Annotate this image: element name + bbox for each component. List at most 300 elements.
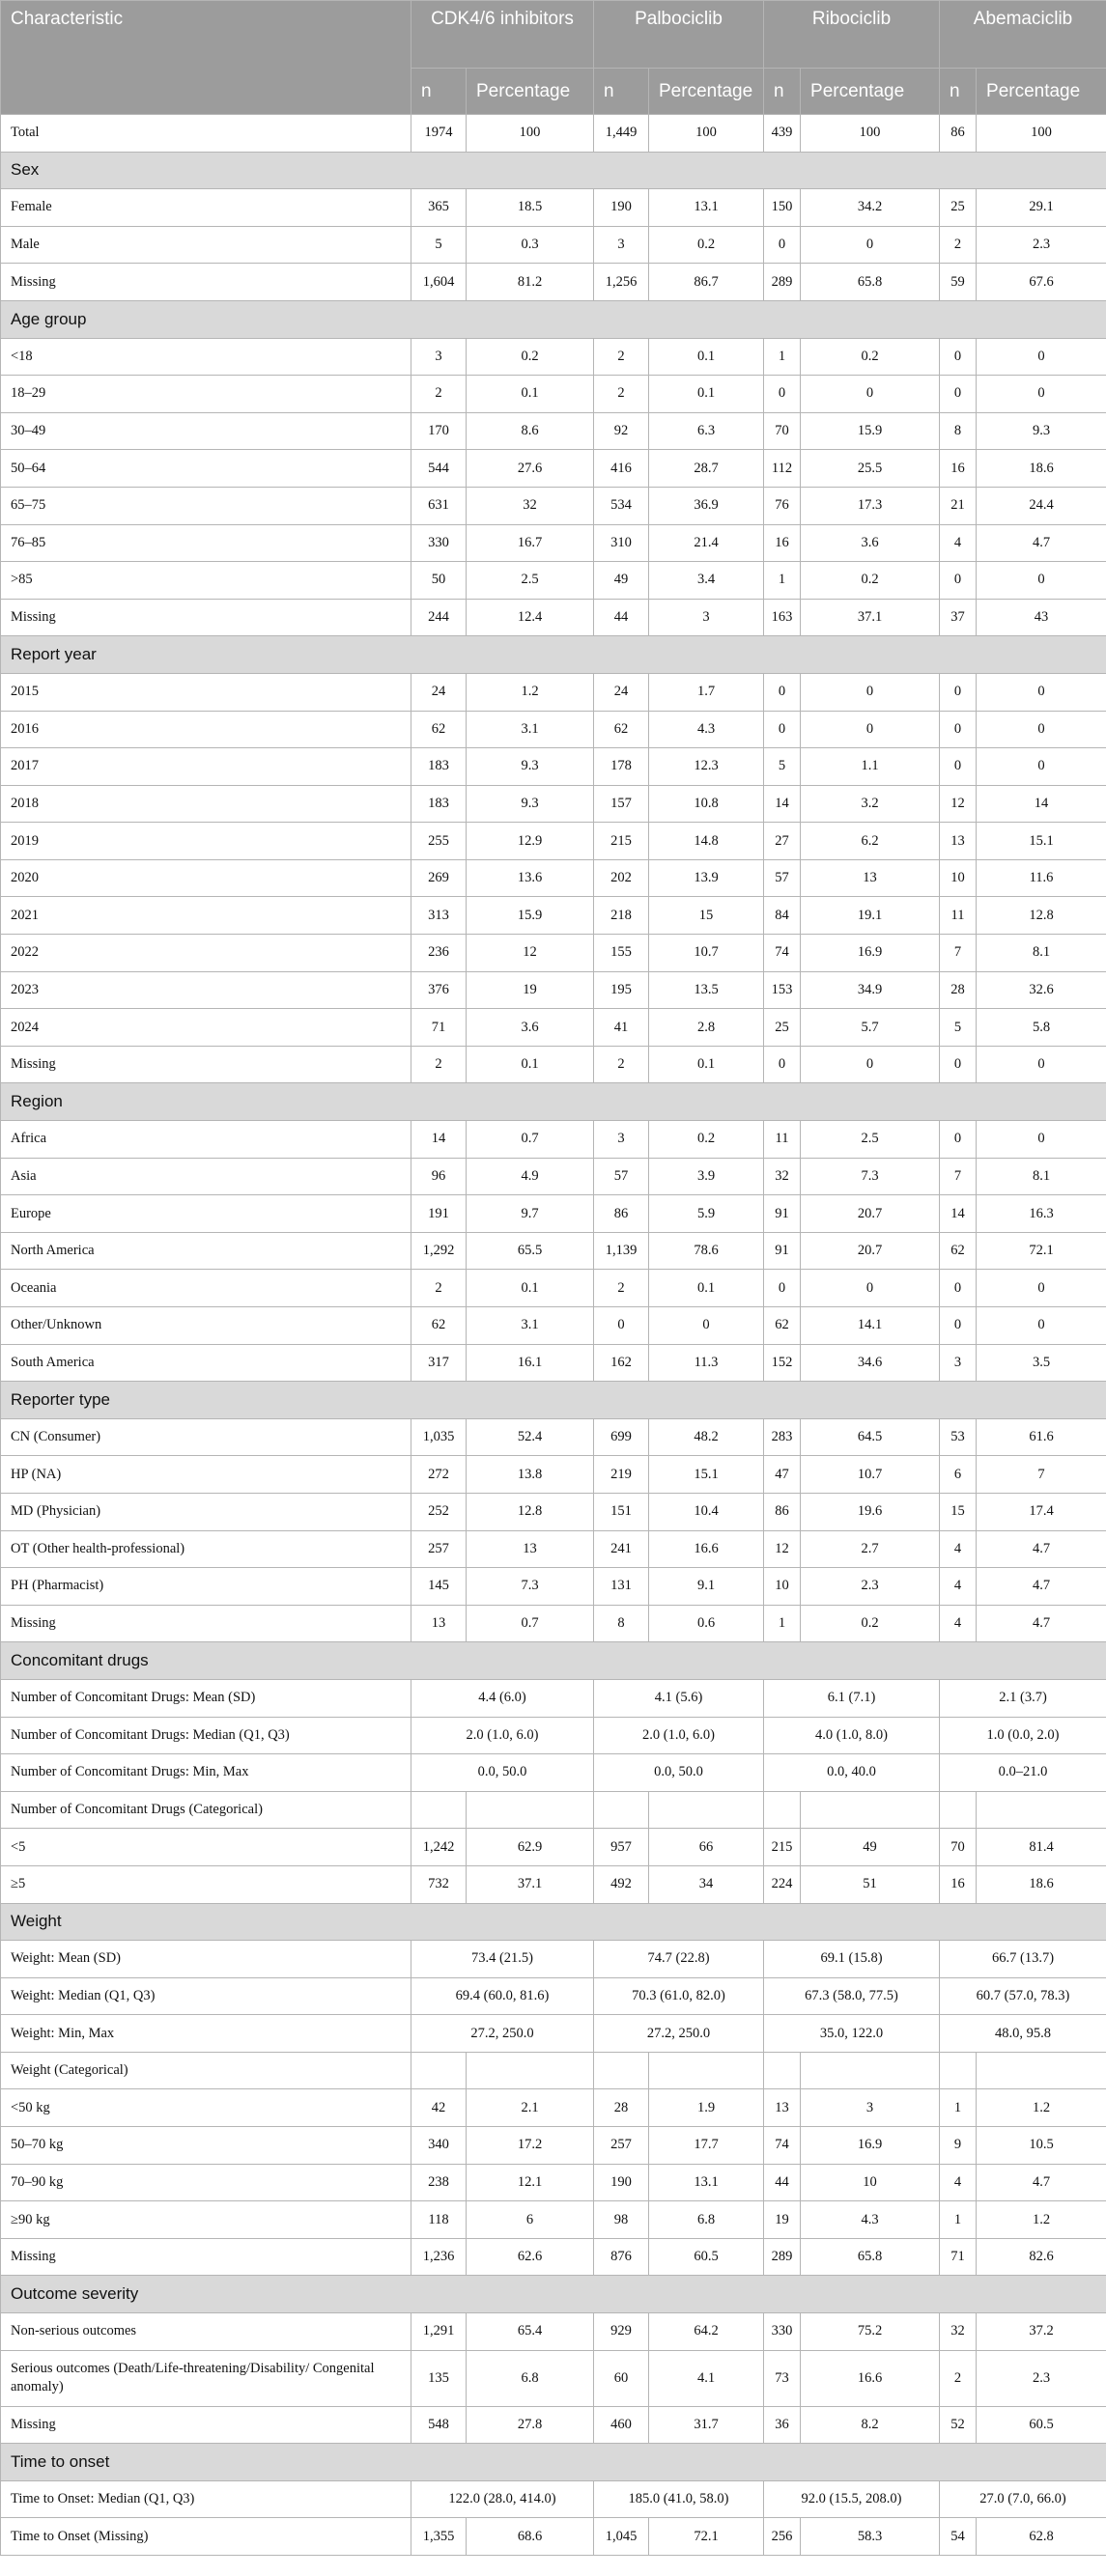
summary-cell: 4.1 (5.6) bbox=[594, 1679, 764, 1717]
percentage-cell: 60.5 bbox=[649, 2238, 764, 2276]
row-label: 2018 bbox=[1, 785, 411, 823]
count-cell: 0 bbox=[764, 673, 801, 711]
count-cell: 0 bbox=[940, 1121, 977, 1159]
row-label: Missing bbox=[1, 2406, 411, 2444]
row-label: ≥90 kg bbox=[1, 2201, 411, 2239]
percentage-cell: 0 bbox=[801, 1270, 940, 1307]
count-cell: 24 bbox=[594, 673, 649, 711]
count-cell: 929 bbox=[594, 2313, 649, 2351]
percentage-cell: 13.1 bbox=[649, 2164, 764, 2201]
percentage-cell: 8.2 bbox=[801, 2406, 940, 2444]
percentage-cell: 100 bbox=[801, 115, 940, 153]
table-row bbox=[1, 2406, 1106, 2444]
percentage-cell: 78.6 bbox=[649, 1232, 764, 1270]
percentage-cell: 0.1 bbox=[649, 376, 764, 413]
count-cell: 241 bbox=[594, 1530, 649, 1568]
summary-cell: 2.1 (3.7) bbox=[940, 1679, 1106, 1717]
table-row bbox=[1, 412, 1106, 450]
count-cell: 1 bbox=[940, 2201, 977, 2239]
count-cell: 699 bbox=[594, 1418, 649, 1456]
count-cell: 163 bbox=[764, 599, 801, 636]
count-cell: 16 bbox=[764, 524, 801, 562]
table-row bbox=[1, 1344, 1106, 1382]
row-label: 2021 bbox=[1, 897, 411, 935]
percentage-cell: 7.3 bbox=[801, 1158, 940, 1195]
row-label: 70–90 kg bbox=[1, 2164, 411, 2201]
count-cell: 96 bbox=[411, 1158, 467, 1195]
row-label: 50–70 kg bbox=[1, 2127, 411, 2165]
section-header-row bbox=[1, 1642, 1106, 1680]
percentage-cell: 0 bbox=[977, 1270, 1106, 1307]
percentage-cell bbox=[467, 1791, 594, 1829]
count-cell: 8 bbox=[594, 1605, 649, 1642]
count-cell: 236 bbox=[411, 935, 467, 972]
count-cell: 252 bbox=[411, 1493, 467, 1530]
count-cell: 74 bbox=[764, 2127, 801, 2165]
count-cell: 1,355 bbox=[411, 2518, 467, 2556]
table-row bbox=[1, 2480, 1106, 2518]
table-row bbox=[1, 2015, 1106, 2053]
count-cell: 330 bbox=[411, 524, 467, 562]
count-cell: 2 bbox=[594, 376, 649, 413]
count-cell: 416 bbox=[594, 450, 649, 488]
table-row bbox=[1, 1605, 1106, 1642]
percentage-cell: 31.7 bbox=[649, 2406, 764, 2444]
count-cell: 0 bbox=[940, 1307, 977, 1345]
count-cell: 0 bbox=[764, 376, 801, 413]
percentage-cell: 3.5 bbox=[977, 1344, 1106, 1382]
count-cell: 6 bbox=[940, 1456, 977, 1494]
row-label: 2024 bbox=[1, 1009, 411, 1047]
count-cell: 1 bbox=[764, 338, 801, 376]
percentage-cell: 8.1 bbox=[977, 935, 1106, 972]
count-cell bbox=[594, 2052, 649, 2089]
count-cell: 2 bbox=[594, 338, 649, 376]
count-cell: 548 bbox=[411, 2406, 467, 2444]
summary-cell: 2.0 (1.0, 6.0) bbox=[594, 1717, 764, 1754]
row-label: Female bbox=[1, 189, 411, 227]
percentage-cell: 2.8 bbox=[649, 1009, 764, 1047]
percentage-cell bbox=[467, 2052, 594, 2089]
section-title: Time to onset bbox=[1, 2444, 1106, 2481]
percentage-cell: 0.1 bbox=[467, 1270, 594, 1307]
percentage-cell: 1.2 bbox=[467, 673, 594, 711]
percentage-cell: 2.3 bbox=[977, 226, 1106, 264]
count-cell: 3 bbox=[411, 338, 467, 376]
percentage-cell: 32.6 bbox=[977, 971, 1106, 1009]
section-title: Concomitant drugs bbox=[1, 1642, 1106, 1680]
count-cell: 10 bbox=[764, 1568, 801, 1606]
percentage-cell: 0 bbox=[801, 673, 940, 711]
percentage-cell: 4.3 bbox=[649, 711, 764, 748]
count-cell: 0 bbox=[764, 1046, 801, 1083]
row-label: 2023 bbox=[1, 971, 411, 1009]
percentage-cell: 9.3 bbox=[467, 785, 594, 823]
count-cell: 28 bbox=[940, 971, 977, 1009]
count-cell: 71 bbox=[411, 1009, 467, 1047]
percentage-cell: 8.1 bbox=[977, 1158, 1106, 1195]
percentage-cell: 4.7 bbox=[977, 1530, 1106, 1568]
row-label: Total bbox=[1, 115, 411, 153]
percentage-cell: 3.1 bbox=[467, 711, 594, 748]
count-cell: 36 bbox=[764, 2406, 801, 2444]
percentage-cell: 15.9 bbox=[801, 412, 940, 450]
percentage-cell: 2.5 bbox=[801, 1121, 940, 1159]
percentage-cell: 16.1 bbox=[467, 1344, 594, 1382]
count-cell: 16 bbox=[940, 1865, 977, 1903]
count-cell: 1,291 bbox=[411, 2313, 467, 2351]
count-cell: 5 bbox=[764, 748, 801, 786]
percentage-cell: 11.3 bbox=[649, 1344, 764, 1382]
table-row bbox=[1, 2313, 1106, 2351]
row-label: 65–75 bbox=[1, 487, 411, 524]
percentage-cell: 10.7 bbox=[649, 935, 764, 972]
count-cell: 19 bbox=[764, 2201, 801, 2239]
count-cell: 3 bbox=[940, 1344, 977, 1382]
summary-cell: 27.2, 250.0 bbox=[594, 2015, 764, 2053]
section-header-row bbox=[1, 636, 1106, 674]
row-label: 2017 bbox=[1, 748, 411, 786]
percentage-cell: 43 bbox=[977, 599, 1106, 636]
count-cell: 151 bbox=[594, 1493, 649, 1530]
percentage-cell: 2.3 bbox=[977, 2350, 1106, 2406]
count-cell: 257 bbox=[411, 1530, 467, 1568]
table-row bbox=[1, 1493, 1106, 1530]
header-percentage: Percentage bbox=[801, 69, 940, 115]
count-cell: 47 bbox=[764, 1456, 801, 1494]
percentage-cell: 58.3 bbox=[801, 2518, 940, 2556]
count-cell: 218 bbox=[594, 897, 649, 935]
count-cell: 1,139 bbox=[594, 1232, 649, 1270]
percentage-cell: 1.2 bbox=[977, 2201, 1106, 2239]
count-cell: 32 bbox=[764, 1158, 801, 1195]
row-label: CN (Consumer) bbox=[1, 1418, 411, 1456]
percentage-cell: 0 bbox=[801, 376, 940, 413]
table-row bbox=[1, 562, 1106, 600]
count-cell: 7 bbox=[940, 935, 977, 972]
percentage-cell: 37.2 bbox=[977, 2313, 1106, 2351]
count-cell: 74 bbox=[764, 935, 801, 972]
percentage-cell: 34.2 bbox=[801, 189, 940, 227]
row-label: OT (Other health-professional) bbox=[1, 1530, 411, 1568]
count-cell: 365 bbox=[411, 189, 467, 227]
count-cell: 3 bbox=[594, 1121, 649, 1159]
table-row bbox=[1, 599, 1106, 636]
percentage-cell: 4.1 bbox=[649, 2350, 764, 2406]
percentage-cell: 37.1 bbox=[801, 599, 940, 636]
count-cell: 44 bbox=[764, 2164, 801, 2201]
row-label: ≥5 bbox=[1, 1865, 411, 1903]
count-cell: 255 bbox=[411, 823, 467, 860]
row-label: Missing bbox=[1, 1046, 411, 1083]
percentage-cell: 3.6 bbox=[801, 524, 940, 562]
percentage-cell: 6.8 bbox=[649, 2201, 764, 2239]
count-cell: 0 bbox=[940, 711, 977, 748]
table-row bbox=[1, 1941, 1106, 1978]
count-cell: 257 bbox=[594, 2127, 649, 2165]
count-cell: 86 bbox=[594, 1195, 649, 1233]
percentage-cell: 65.8 bbox=[801, 264, 940, 301]
table-row bbox=[1, 971, 1106, 1009]
table-row bbox=[1, 1307, 1106, 1345]
count-cell: 272 bbox=[411, 1456, 467, 1494]
percentage-cell: 18.6 bbox=[977, 1865, 1106, 1903]
percentage-cell: 0.7 bbox=[467, 1121, 594, 1159]
section-title: Report year bbox=[1, 636, 1106, 674]
row-label: Number of Concomitant Drugs: Median (Q1, Q3) bbox=[1, 1717, 411, 1754]
section-title: Outcome severity bbox=[1, 2276, 1106, 2313]
percentage-cell: 3.4 bbox=[649, 562, 764, 600]
percentage-cell: 12.9 bbox=[467, 823, 594, 860]
percentage-cell: 0.1 bbox=[467, 376, 594, 413]
count-cell: 145 bbox=[411, 1568, 467, 1606]
percentage-cell: 8.6 bbox=[467, 412, 594, 450]
percentage-cell: 4.7 bbox=[977, 524, 1106, 562]
percentage-cell: 0.7 bbox=[467, 1605, 594, 1642]
table-row bbox=[1, 450, 1106, 488]
percentage-cell: 0 bbox=[977, 748, 1106, 786]
count-cell: 98 bbox=[594, 2201, 649, 2239]
percentage-cell: 66 bbox=[649, 1829, 764, 1866]
row-label: >85 bbox=[1, 562, 411, 600]
row-label: Weight: Min, Max bbox=[1, 2015, 411, 2053]
percentage-cell: 10 bbox=[801, 2164, 940, 2201]
count-cell: 150 bbox=[764, 189, 801, 227]
percentage-cell: 72.1 bbox=[649, 2518, 764, 2556]
count-cell: 631 bbox=[411, 487, 467, 524]
count-cell: 876 bbox=[594, 2238, 649, 2276]
summary-cell: 92.0 (15.5, 208.0) bbox=[764, 2480, 940, 2518]
count-cell: 178 bbox=[594, 748, 649, 786]
percentage-cell: 15.9 bbox=[467, 897, 594, 935]
header-group-palbociclib: Palbociclib bbox=[594, 1, 764, 69]
row-label: South America bbox=[1, 1344, 411, 1382]
count-cell: 4 bbox=[940, 1605, 977, 1642]
table-row bbox=[1, 1046, 1106, 1083]
percentage-cell: 49 bbox=[801, 1829, 940, 1866]
count-cell: 0 bbox=[764, 1270, 801, 1307]
percentage-cell: 9.1 bbox=[649, 1568, 764, 1606]
header-n: n bbox=[764, 69, 801, 115]
row-label: Number of Concomitant Drugs: Mean (SD) bbox=[1, 1679, 411, 1717]
count-cell: 4 bbox=[940, 524, 977, 562]
percentage-cell: 0.6 bbox=[649, 1605, 764, 1642]
count-cell: 60 bbox=[594, 2350, 649, 2406]
count-cell: 50 bbox=[411, 562, 467, 600]
row-label: Weight: Mean (SD) bbox=[1, 1941, 411, 1978]
percentage-cell: 4.9 bbox=[467, 1158, 594, 1195]
percentage-cell: 9.3 bbox=[467, 748, 594, 786]
summary-cell: 0.0, 50.0 bbox=[594, 1754, 764, 1792]
count-cell: 53 bbox=[940, 1418, 977, 1456]
percentage-cell: 11.6 bbox=[977, 859, 1106, 897]
count-cell: 283 bbox=[764, 1418, 801, 1456]
percentage-cell: 2.1 bbox=[467, 2089, 594, 2127]
percentage-cell: 52.4 bbox=[467, 1418, 594, 1456]
row-label: Non-serious outcomes bbox=[1, 2313, 411, 2351]
percentage-cell: 0 bbox=[977, 338, 1106, 376]
row-label: 2015 bbox=[1, 673, 411, 711]
table-row bbox=[1, 673, 1106, 711]
count-cell: 32 bbox=[940, 2313, 977, 2351]
percentage-cell: 13.8 bbox=[467, 1456, 594, 1494]
percentage-cell: 0 bbox=[977, 376, 1106, 413]
percentage-cell: 62.9 bbox=[467, 1829, 594, 1866]
percentage-cell: 10.7 bbox=[801, 1456, 940, 1494]
count-cell: 70 bbox=[940, 1829, 977, 1866]
percentage-cell: 0 bbox=[977, 673, 1106, 711]
percentage-cell: 12.1 bbox=[467, 2164, 594, 2201]
count-cell: 157 bbox=[594, 785, 649, 823]
header-percentage: Percentage bbox=[649, 69, 764, 115]
section-header-row bbox=[1, 300, 1106, 338]
percentage-cell: 6 bbox=[467, 2201, 594, 2239]
count-cell: 269 bbox=[411, 859, 467, 897]
table-row bbox=[1, 2127, 1106, 2165]
count-cell: 5 bbox=[411, 226, 467, 264]
count-cell: 118 bbox=[411, 2201, 467, 2239]
percentage-cell: 3 bbox=[649, 599, 764, 636]
row-label: Oceania bbox=[1, 1270, 411, 1307]
percentage-cell: 29.1 bbox=[977, 189, 1106, 227]
row-label: Africa bbox=[1, 1121, 411, 1159]
count-cell: 14 bbox=[940, 1195, 977, 1233]
count-cell: 62 bbox=[764, 1307, 801, 1345]
count-cell: 0 bbox=[940, 1270, 977, 1307]
count-cell: 732 bbox=[411, 1865, 467, 1903]
percentage-cell: 0 bbox=[977, 562, 1106, 600]
percentage-cell: 4.7 bbox=[977, 1568, 1106, 1606]
row-label: Missing bbox=[1, 599, 411, 636]
summary-cell: 0.0, 40.0 bbox=[764, 1754, 940, 1792]
table-row bbox=[1, 2518, 1106, 2556]
table-row bbox=[1, 1717, 1106, 1754]
section-header-row bbox=[1, 2276, 1106, 2313]
count-cell: 152 bbox=[764, 1344, 801, 1382]
header-n: n bbox=[594, 69, 649, 115]
table-row bbox=[1, 487, 1106, 524]
percentage-cell: 14.8 bbox=[649, 823, 764, 860]
row-label: Number of Concomitant Drugs: Min, Max bbox=[1, 1754, 411, 1792]
count-cell: 0 bbox=[940, 562, 977, 600]
row-label: Missing bbox=[1, 1605, 411, 1642]
header-n: n bbox=[940, 69, 977, 115]
count-cell: 21 bbox=[940, 487, 977, 524]
percentage-cell: 7 bbox=[977, 1456, 1106, 1494]
percentage-cell: 17.3 bbox=[801, 487, 940, 524]
count-cell: 2 bbox=[940, 2350, 977, 2406]
count-cell: 340 bbox=[411, 2127, 467, 2165]
percentage-cell: 0.1 bbox=[649, 338, 764, 376]
table-row bbox=[1, 859, 1106, 897]
count-cell: 1 bbox=[764, 562, 801, 600]
row-label: Time to Onset: Median (Q1, Q3) bbox=[1, 2480, 411, 2518]
percentage-cell: 19.1 bbox=[801, 897, 940, 935]
percentage-cell: 0.2 bbox=[467, 338, 594, 376]
percentage-cell: 81.2 bbox=[467, 264, 594, 301]
section-header-row bbox=[1, 2444, 1106, 2481]
count-cell bbox=[764, 1791, 801, 1829]
count-cell: 1,045 bbox=[594, 2518, 649, 2556]
count-cell: 224 bbox=[764, 1865, 801, 1903]
percentage-cell: 3 bbox=[801, 2089, 940, 2127]
percentage-cell: 16.6 bbox=[801, 2350, 940, 2406]
count-cell: 14 bbox=[411, 1121, 467, 1159]
table-row bbox=[1, 2350, 1106, 2406]
percentage-cell: 0 bbox=[977, 1307, 1106, 1345]
percentage-cell: 20.7 bbox=[801, 1232, 940, 1270]
row-label: PH (Pharmacist) bbox=[1, 1568, 411, 1606]
percentage-cell: 81.4 bbox=[977, 1829, 1106, 1866]
row-label: HP (NA) bbox=[1, 1456, 411, 1494]
percentage-cell: 61.6 bbox=[977, 1418, 1106, 1456]
percentage-cell: 0 bbox=[801, 711, 940, 748]
row-label: 2019 bbox=[1, 823, 411, 860]
count-cell: 91 bbox=[764, 1232, 801, 1270]
percentage-cell: 37.1 bbox=[467, 1865, 594, 1903]
table-row bbox=[1, 1009, 1106, 1047]
count-cell: 86 bbox=[764, 1493, 801, 1530]
percentage-cell: 32 bbox=[467, 487, 594, 524]
percentage-cell: 13 bbox=[467, 1530, 594, 1568]
percentage-cell: 1.9 bbox=[649, 2089, 764, 2127]
count-cell: 219 bbox=[594, 1456, 649, 1494]
count-cell: 52 bbox=[940, 2406, 977, 2444]
count-cell: 4 bbox=[940, 1530, 977, 1568]
percentage-cell: 75.2 bbox=[801, 2313, 940, 2351]
count-cell: 7 bbox=[940, 1158, 977, 1195]
percentage-cell: 0.2 bbox=[649, 1121, 764, 1159]
percentage-cell: 65.8 bbox=[801, 2238, 940, 2276]
percentage-cell: 4.7 bbox=[977, 2164, 1106, 2201]
count-cell: 534 bbox=[594, 487, 649, 524]
percentage-cell: 60.5 bbox=[977, 2406, 1106, 2444]
percentage-cell: 100 bbox=[467, 115, 594, 153]
count-cell: 13 bbox=[940, 823, 977, 860]
table-header bbox=[1, 1, 1106, 115]
percentage-cell: 2.7 bbox=[801, 1530, 940, 1568]
count-cell: 70 bbox=[764, 412, 801, 450]
count-cell: 317 bbox=[411, 1344, 467, 1382]
table-row bbox=[1, 2164, 1106, 2201]
percentage-cell: 9.7 bbox=[467, 1195, 594, 1233]
percentage-cell: 5.9 bbox=[649, 1195, 764, 1233]
row-label: 50–64 bbox=[1, 450, 411, 488]
count-cell: 73 bbox=[764, 2350, 801, 2406]
count-cell: 24 bbox=[411, 673, 467, 711]
table-row bbox=[1, 1791, 1106, 1829]
percentage-cell: 13.5 bbox=[649, 971, 764, 1009]
percentage-cell: 15.1 bbox=[649, 1456, 764, 1494]
percentage-cell: 0 bbox=[977, 1046, 1106, 1083]
count-cell: 76 bbox=[764, 487, 801, 524]
table-row bbox=[1, 524, 1106, 562]
percentage-cell: 16.9 bbox=[801, 2127, 940, 2165]
count-cell bbox=[411, 1791, 467, 1829]
count-cell: 49 bbox=[594, 562, 649, 600]
percentage-cell: 13 bbox=[801, 859, 940, 897]
percentage-cell: 12.8 bbox=[467, 1493, 594, 1530]
percentage-cell: 62.6 bbox=[467, 2238, 594, 2276]
count-cell: 183 bbox=[411, 748, 467, 786]
percentage-cell: 100 bbox=[977, 115, 1106, 153]
table-row bbox=[1, 1232, 1106, 1270]
count-cell: 11 bbox=[764, 1121, 801, 1159]
count-cell: 170 bbox=[411, 412, 467, 450]
percentage-cell: 19.6 bbox=[801, 1493, 940, 1530]
count-cell: 37 bbox=[940, 599, 977, 636]
percentage-cell: 34.6 bbox=[801, 1344, 940, 1382]
